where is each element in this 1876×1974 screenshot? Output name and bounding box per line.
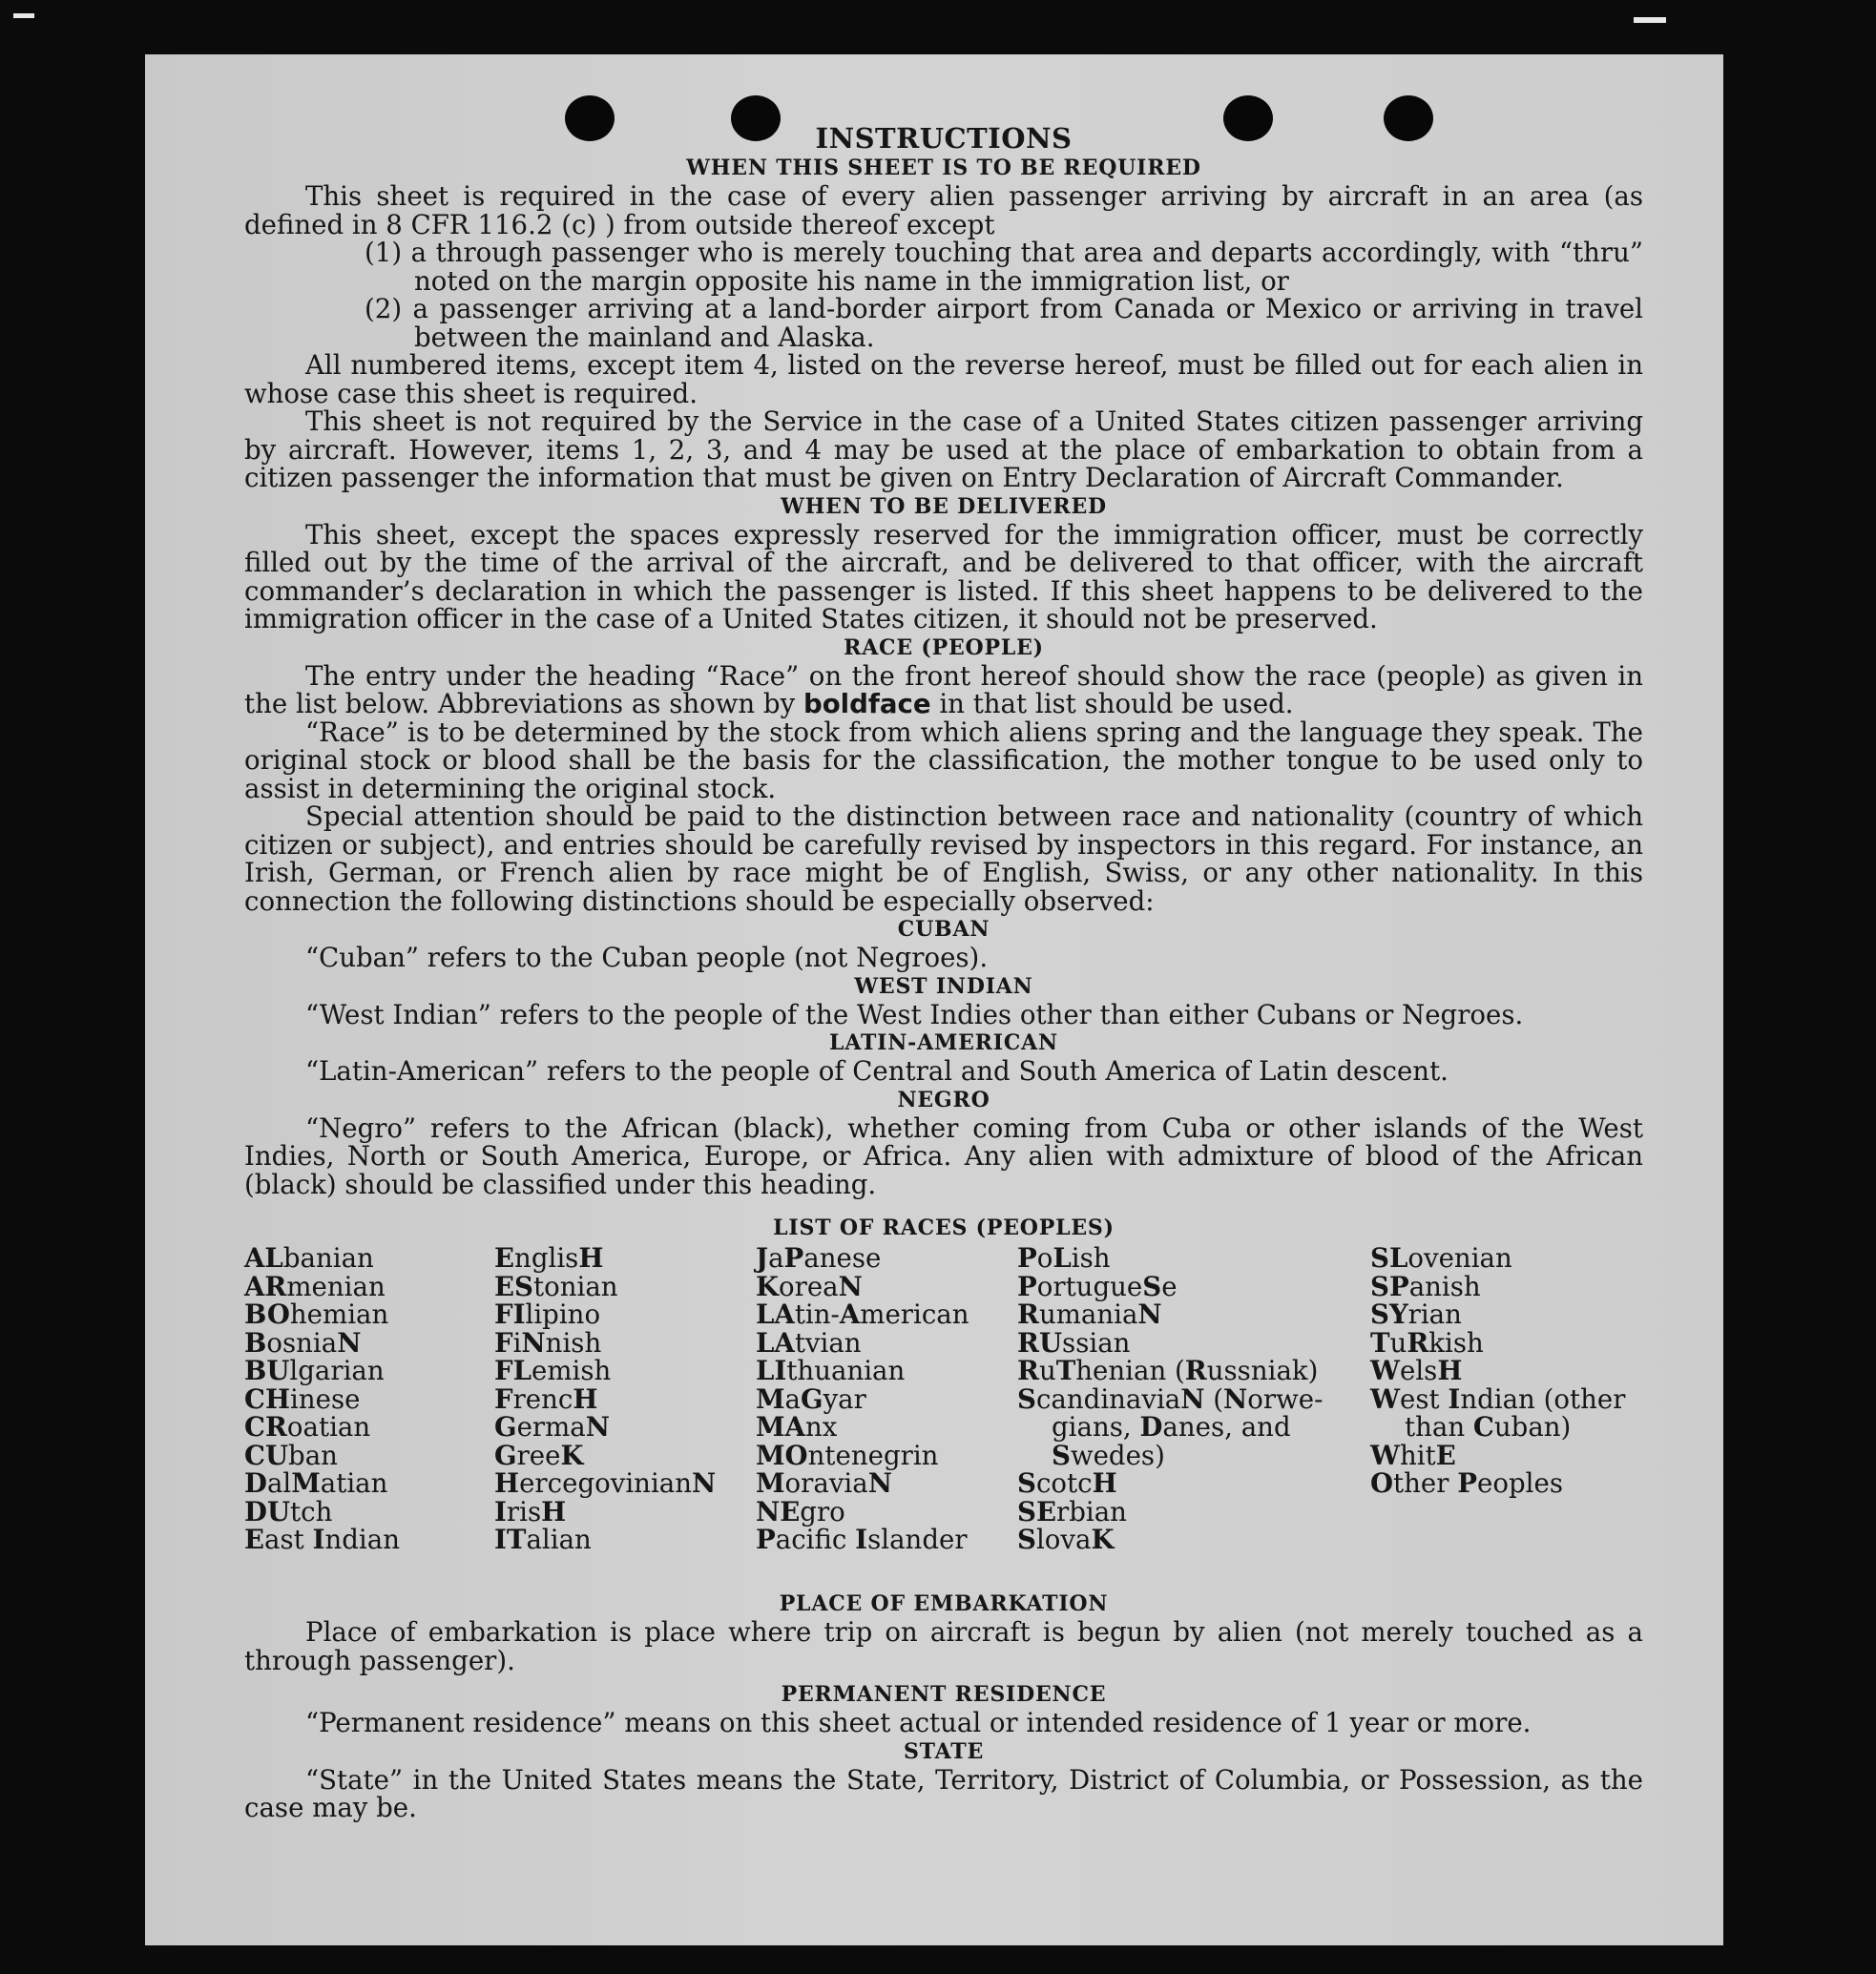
- heading-negro: NEGRO: [897, 1087, 990, 1112]
- race-column-4: [1017, 1244, 1323, 1554]
- page-title: INSTRUCTIONS: [815, 122, 1073, 155]
- race-entry: MoraviaN: [756, 1467, 892, 1499]
- race-entry: BUlgarian: [244, 1355, 385, 1386]
- paragraph: All numbered items, except item 4, listed on the reverse hereof, must be filled out for each alien in whose case this sheet is required.: [244, 349, 1643, 409]
- race-column-1: [244, 1244, 400, 1554]
- race-entry: HercegovinianN: [494, 1467, 717, 1499]
- paragraph: “Race” is to be determined by the stock from which aliens spring and the language they speak. The original stock or blood shall be the basis for the classification, the mother tongue to be used only to assist in determining the original stock.: [244, 716, 1643, 804]
- race-entry: FiNnish: [494, 1326, 602, 1359]
- paragraph: “Permanent residence” means on this sheet actual or intended residence of 1 year or more.: [305, 1707, 1532, 1738]
- race-entry: ALbanian: [244, 1242, 374, 1274]
- list-of-races-heading: LIST OF RACES (PEOPLES): [773, 1216, 1115, 1240]
- race-entry: LAtvian: [756, 1326, 862, 1359]
- heading-cuban: CUBAN: [897, 917, 990, 942]
- race-entry: BosniaN: [244, 1326, 362, 1359]
- race-entry: WhitE: [1370, 1439, 1456, 1471]
- race-entry: TuRkish: [1370, 1326, 1484, 1359]
- race-entry: ARmenian: [244, 1270, 386, 1302]
- race-entry: CRoatian: [244, 1411, 371, 1443]
- paragraph: Place of embarkation is place where trip on aircraft is begun by alien (not merely touched as a through passenger).: [244, 1616, 1643, 1676]
- race-entry: PortugueSe: [1017, 1270, 1178, 1302]
- race-entry: FrencH: [494, 1382, 598, 1415]
- race-entry: MaGyar: [756, 1382, 866, 1415]
- race-entry: MAnx: [756, 1411, 838, 1443]
- race-entry: LAtin-American: [756, 1299, 969, 1330]
- definition: “Latin-American” refers to the people of Central and South America of Latin descent.: [305, 1055, 1449, 1087]
- heading-latin-american: LATIN-AMERICAN: [829, 1030, 1058, 1055]
- race-entry: SlovaK: [1017, 1524, 1115, 1555]
- section-heading-delivered: WHEN TO BE DELIVERED: [781, 493, 1107, 519]
- race-entry: SYrian: [1370, 1299, 1462, 1330]
- race-entry: ITalian: [494, 1524, 592, 1555]
- text-span: The entry under the heading “Race” on the front hereof should show the race (people) as given in the list below. Abbreviations as shown by: [244, 659, 1643, 719]
- race-entry: GermaN: [494, 1411, 610, 1443]
- race-entry: than Cuban): [1405, 1411, 1572, 1443]
- race-entry: ScotcH: [1017, 1467, 1117, 1499]
- race-entry: FIlipino: [494, 1299, 601, 1330]
- paragraph: “State” in the United States means the State, Territory, District of Columbia, or Possession, as the case may be.: [244, 1763, 1643, 1823]
- section-heading-race: RACE (PEOPLE): [844, 634, 1044, 660]
- corner-mark-top-right: [1634, 17, 1666, 23]
- race-entry: DalMatian: [244, 1467, 388, 1499]
- race-entry: GreeK: [494, 1439, 584, 1471]
- race-entry: SLovenian: [1370, 1242, 1512, 1274]
- race-entry: Other Peoples: [1370, 1467, 1563, 1499]
- race-entry: Pacifc Islander: [756, 1524, 968, 1555]
- list-item: (2) a passenger arriving at a land-border airport from Canada or Mexico or arriving in travel between the mainland and Alaska.: [365, 293, 1643, 353]
- race-entry: West Indian (other: [1370, 1382, 1626, 1415]
- heading-embarkation: PLACE OF EMBARKATION: [779, 1591, 1109, 1616]
- race-column-2: [494, 1244, 716, 1554]
- race-entry: JaPanese: [756, 1242, 882, 1274]
- race-entry: EStonian: [494, 1270, 618, 1302]
- definition: “Cuban” refers to the Cuban people (not Negroes).: [305, 942, 989, 973]
- race-entry: RUssian: [1017, 1326, 1131, 1359]
- race-entry: KoreaN: [756, 1270, 863, 1302]
- paragraph: This sheet, except the spaces expressly reserved for the immigration officer, must be correctly filled out by the time of the arrival of the aircraft, and be delivered to that officer, with the aircraft commander’s declaration in which the passenger is listed. If this sheet happens to be delivered to the immigration officer in the case of a United States citizen, it should not be preserved.: [244, 518, 1643, 634]
- race-column-3: [756, 1244, 969, 1554]
- definition: “West Indian” refers to the people of the West Indies other than either Cubans or Negroes.: [305, 998, 1524, 1030]
- heading-state: STATE: [903, 1738, 985, 1764]
- race-entry: Swedes): [1052, 1439, 1165, 1471]
- race-entry: PoLish: [1017, 1242, 1111, 1274]
- race-entry: ScandinaviaN (Norwe-: [1017, 1382, 1324, 1415]
- race-entry: DUtch: [244, 1495, 333, 1527]
- paragraph: This sheet is not required by the Service in the case of a United States citizen passenger arriving by aircraft. However, items 1, 2, 3, and 4 may be used at the place of embarkation to obtain from a citizen passenger the information that must be given on Entry Declaration of Aircraft Commander.: [244, 405, 1643, 493]
- race-entry: SPanish: [1370, 1270, 1481, 1302]
- race-entry: LIthuanian: [756, 1355, 906, 1386]
- race-entry: FLemish: [494, 1355, 612, 1386]
- race-entry: EnglisH: [494, 1242, 604, 1274]
- race-list: [244, 1244, 1643, 1584]
- paragraph: Special attention should be paid to the distinction between race and nationality (country of which citizen or subject), and entries should be carefully revised by inspectors in this regard. For instance, an Irish, German, or French alien by race might be of English, Swiss, or any other nationality. In this connection the following distinctions should be especially observed:: [244, 800, 1643, 917]
- document-page: [145, 54, 1723, 1945]
- heading-permanent-residence: PERMANENT RESIDENCE: [781, 1682, 1107, 1707]
- race-entry: IrisH: [494, 1495, 567, 1527]
- race-entry: MOntenegrin: [756, 1439, 939, 1471]
- paragraph: This sheet is required in the case of every alien passenger arriving by aircraft in an area (as defined in 8 CFR 116.2 (c) ) from outside thereof except: [244, 180, 1643, 240]
- race-entry: East Indian: [244, 1524, 400, 1555]
- heading-west-indian: WEST INDIAN: [854, 973, 1033, 999]
- text-span: in that list should be used.: [930, 688, 1294, 719]
- race-entry: CUban: [244, 1439, 338, 1471]
- race-entry: RuThenian (Russniak): [1017, 1355, 1319, 1386]
- boldface-word: boldface: [803, 688, 931, 719]
- list-item: (1) a through passenger who is merely touching that area and departs accordingly, with “thru” noted on the margin opposite his name in the immigration list, or: [365, 237, 1643, 297]
- race-entry: SErbian: [1017, 1495, 1127, 1527]
- definition: “Negro” refers to the African (black), whether coming from Cuba or other islands of the West Indies, North or South America, Europe, or Africa. Any alien with admixture of blood of the African (black) should be classified under this heading.: [244, 1112, 1643, 1200]
- race-entry: CHinese: [244, 1382, 361, 1415]
- race-entry: WelsH: [1370, 1355, 1463, 1386]
- race-entry: RumaniaN: [1017, 1299, 1162, 1330]
- instructions-body: [244, 123, 1643, 1822]
- corner-mark-top-left: [13, 13, 34, 18]
- race-entry: NEgro: [756, 1495, 845, 1527]
- race-entry: BOhemian: [244, 1299, 389, 1330]
- paragraph: [244, 659, 1643, 719]
- race-entry: gians, Danes, and: [1052, 1411, 1291, 1443]
- race-column-5: [1370, 1244, 1625, 1498]
- section-heading-required: WHEN THIS SHEET IS TO BE REQUIRED: [686, 156, 1201, 180]
